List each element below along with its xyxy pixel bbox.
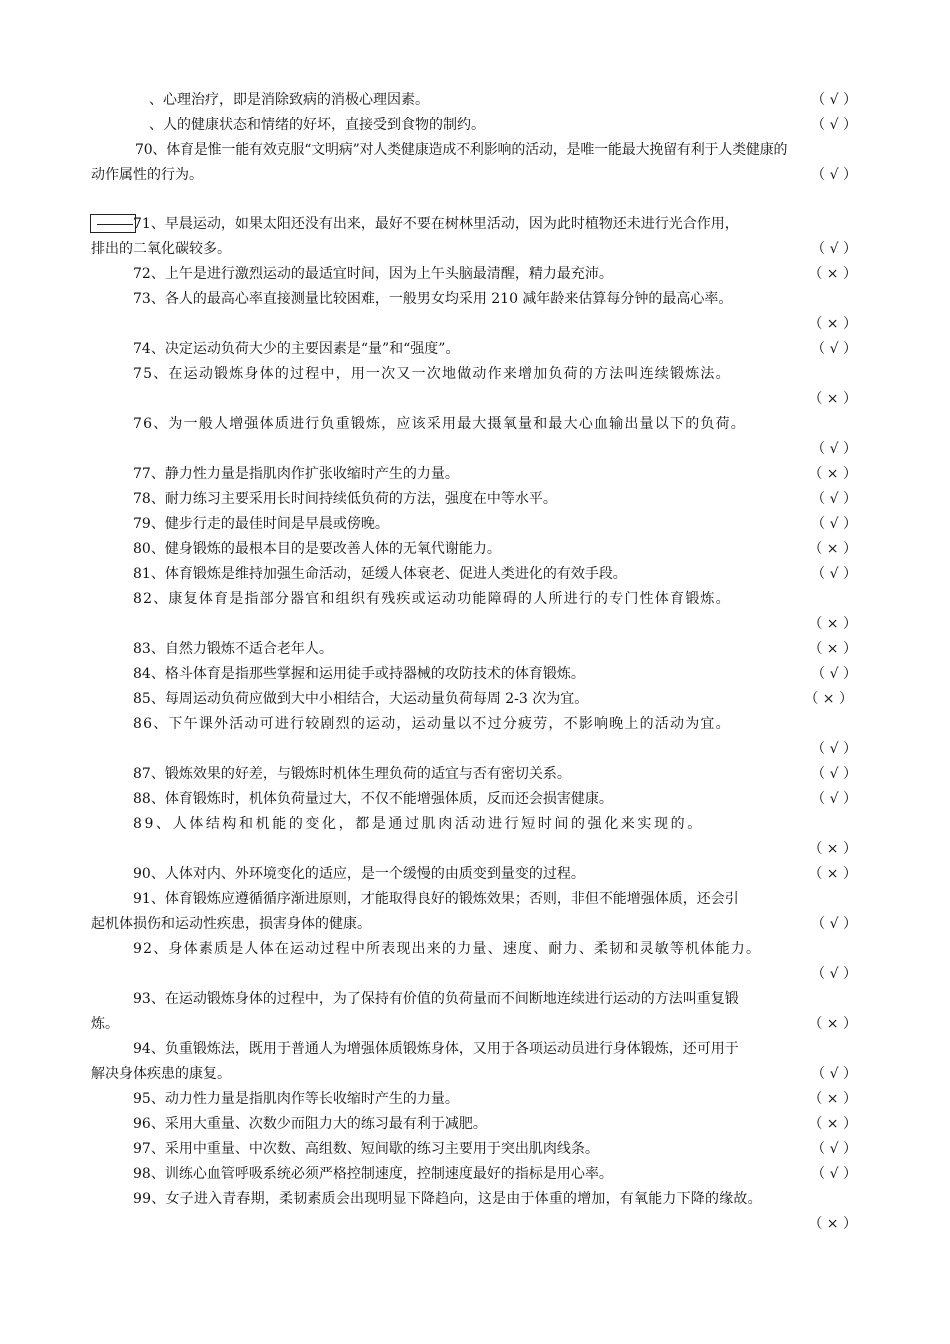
answer-mark: （ √ ） bbox=[811, 966, 857, 982]
question-item-71 bbox=[91, 212, 861, 262]
question-text-continued: 动作属性的行为。 bbox=[91, 167, 203, 183]
question-text: 77、静力性力量是指肌肉作扩张收缩时产生的力量。 bbox=[133, 466, 459, 482]
question-item-99 bbox=[91, 1187, 861, 1237]
question-text-continued: 炼。 bbox=[91, 1016, 119, 1032]
question-item-76 bbox=[91, 412, 861, 462]
question-text: 、人的健康状态和情绪的好坏，直接受到食物的制约。 bbox=[149, 117, 485, 133]
question-item-92 bbox=[91, 937, 861, 987]
question-item-88 bbox=[91, 787, 861, 812]
answer-mark: （ × ） bbox=[808, 316, 857, 332]
question-text: 82、康复体育是指部分器官和组织有残疾或运动功能障碍的人所进行的专门性体育锻炼。 bbox=[133, 591, 731, 607]
question-text: 97、采用中重量、中次数、高组数、短间歇的练习主要用于突出肌肉线条。 bbox=[133, 1141, 599, 1157]
question-text: 70、体育是惟一能有效克服“文明病”对人类健康造成不利影响的活动，是唯一能最大挽留有利于人类健康的 bbox=[135, 142, 788, 158]
question-item-70 bbox=[91, 138, 861, 188]
answer-mark: （ √ ） bbox=[811, 341, 857, 357]
question-item-96 bbox=[91, 1112, 861, 1137]
answer-mark: （ × ） bbox=[808, 1091, 857, 1107]
answer-mark: （ × ） bbox=[808, 466, 857, 482]
question-item-81 bbox=[91, 562, 861, 587]
question-item-85 bbox=[91, 687, 861, 712]
answer-mark: （ × ） bbox=[808, 391, 857, 407]
answer-mark: （ √ ） bbox=[811, 441, 857, 457]
answer-mark: （ √ ） bbox=[811, 741, 857, 757]
answer-mark: （ √ ） bbox=[811, 1166, 857, 1182]
answer-mark: （ √ ） bbox=[811, 666, 857, 682]
document-page bbox=[91, 88, 861, 1237]
question-text: 98、训练心血管呼吸系统必须严格控制速度，控制速度最好的指标是用心率。 bbox=[133, 1166, 613, 1182]
answer-mark: （ × ） bbox=[808, 616, 857, 632]
question-text: 93、在运动锻炼身体的过程中，为了保持有价值的负荷量而不间断地连续进行运动的方法叫重复锻 bbox=[133, 991, 739, 1007]
question-item-90 bbox=[91, 862, 861, 887]
answer-mark: （ √ ） bbox=[811, 167, 857, 183]
question-text: 72、上午是进行激烈运动的最适宜时间，因为上午头脑最清醒，精力最充沛。 bbox=[133, 266, 613, 282]
question-text: 88、体育锻炼时，机体负荷量过大，不仅不能增强体质，反而还会损害健康。 bbox=[133, 791, 613, 807]
question-item-87 bbox=[91, 762, 861, 787]
question-text: 86、下午课外活动可进行较剧烈的运动，运动量以不过分疲劳，不影响晚上的活动为宜。 bbox=[133, 716, 731, 732]
answer-mark: （ √ ） bbox=[811, 1066, 857, 1082]
question-item-89 bbox=[91, 812, 861, 862]
answer-mark: （ √ ） bbox=[811, 117, 857, 133]
question-item-94 bbox=[91, 1037, 861, 1087]
question-item-health-food bbox=[91, 113, 861, 138]
question-item-82 bbox=[91, 587, 861, 637]
question-text: 89、人体结构和机能的变化，都是通过肌肉活动进行短时间的强化来实现的。 bbox=[133, 816, 704, 832]
question-text: 78、耐力练习主要采用长时间持续低负荷的方法，强度在中等水平。 bbox=[133, 491, 557, 507]
question-text-continued: 解决身体疾患的康复。 bbox=[91, 1066, 231, 1082]
answer-mark: （ × ） bbox=[808, 541, 857, 557]
question-text: 、心理治疗，即是消除致病的消极心理因素。 bbox=[149, 92, 429, 108]
answer-mark: （ × ） bbox=[808, 841, 857, 857]
question-text: 90、人体对内、外环境变化的适应，是一个缓慢的由质变到量变的过程。 bbox=[133, 866, 585, 882]
question-text: 85、每周运动负荷应做到大中小相结合，大运动量负荷每周 2-3 次为宜。 bbox=[133, 691, 589, 707]
answer-mark: （ × ） bbox=[808, 1116, 857, 1132]
answer-mark: （ × ） bbox=[808, 1216, 857, 1232]
question-text: 92、身体素质是人体在运动过程中所表现出来的力量、速度、耐力、柔韧和灵敏等机体能力。 bbox=[133, 941, 762, 957]
answer-mark: （ √ ） bbox=[811, 241, 857, 257]
question-item-77 bbox=[91, 462, 861, 487]
answer-mark: （ √ ） bbox=[811, 916, 857, 932]
answer-mark: （ √ ） bbox=[811, 1141, 857, 1157]
answer-mark: （ × ） bbox=[808, 266, 857, 282]
question-text: 73、各人的最高心率直接测量比较困难，一般男女均采用 210 减年龄来估算每分钟的最高心率。 bbox=[133, 291, 733, 307]
question-text: 91、体育锻炼应遵循循序渐进原则，才能取得良好的锻炼效果；否则，非但不能增强体质，还会引 bbox=[133, 891, 739, 907]
question-item-72 bbox=[91, 262, 861, 287]
question-item-78 bbox=[91, 487, 861, 512]
question-text: 75、在运动锻炼身体的过程中，用一次又一次地做动作来增加负荷的方法叫连续锻炼法。 bbox=[133, 366, 731, 382]
answer-mark: （ × ） bbox=[808, 1016, 857, 1032]
answer-mark: （ √ ） bbox=[811, 791, 857, 807]
question-text: 95、动力性力量是指肌肉作等长收缩时产生的力量。 bbox=[133, 1091, 459, 1107]
question-text: 94、负重锻炼法，既用于普通人为增强体质锻炼身体，又用于各项运动员进行身体锻炼，还可用于 bbox=[133, 1041, 739, 1057]
answer-mark: （ √ ） bbox=[811, 766, 857, 782]
question-text: 99、女子进入青春期，柔韧素质会出现明显下降趋向，这是由于体重的增加，有氧能力下降的缘故。 bbox=[133, 1191, 762, 1207]
answer-mark: （ × ） bbox=[808, 641, 857, 657]
question-item-73 bbox=[91, 287, 861, 337]
question-item-74 bbox=[91, 337, 861, 362]
question-text: 80、健身锻炼的最根本目的是要改善人体的无氧代谢能力。 bbox=[133, 541, 501, 557]
question-item-91 bbox=[91, 887, 861, 937]
question-item-84 bbox=[91, 662, 861, 687]
question-item-86 bbox=[91, 712, 861, 762]
question-text: 74、决定运动负荷大少的主要因素是“量”和“强度”。 bbox=[133, 341, 460, 357]
question-text-continued: 排出的二氧化碳较多。 bbox=[91, 241, 231, 257]
answer-mark: （ × ） bbox=[804, 691, 853, 707]
margin-mark-box bbox=[90, 214, 136, 233]
answer-mark: （ √ ） bbox=[811, 566, 857, 582]
question-item-80 bbox=[91, 537, 861, 562]
question-item-93 bbox=[91, 987, 861, 1037]
answer-mark: （ √ ） bbox=[811, 516, 857, 532]
question-text: 83、自然力锻炼不适合老年人。 bbox=[133, 641, 333, 657]
question-item-psychotherapy bbox=[91, 88, 861, 113]
question-text: 81、体育锻炼是维持加强生命活动，延缓人体衰老、促进人类进化的有效手段。 bbox=[133, 566, 627, 582]
question-item-97 bbox=[91, 1137, 861, 1162]
answer-mark: （ √ ） bbox=[811, 491, 857, 507]
question-text: 96、采用大重量、次数少而阻力大的练习最有利于减肥。 bbox=[133, 1116, 487, 1132]
question-item-95 bbox=[91, 1087, 861, 1112]
question-item-75 bbox=[91, 362, 861, 412]
question-text: 79、健步行走的最佳时间是早晨或傍晚。 bbox=[133, 516, 389, 532]
question-text: 84、格斗体育是指那些掌握和运用徒手或持器械的攻防技术的体育锻炼。 bbox=[133, 666, 585, 682]
question-text: 87、锻炼效果的好差，与锻炼时机体生理负荷的适宜与否有密切关系。 bbox=[133, 766, 571, 782]
question-item-83 bbox=[91, 637, 861, 662]
question-item-98 bbox=[91, 1162, 861, 1187]
answer-mark: （ √ ） bbox=[811, 92, 857, 108]
question-text: 76、为一般人增强体质进行负重锻炼，应该采用最大摄氧量和最大心血输出量以下的负荷。 bbox=[133, 416, 747, 432]
answer-mark: （ × ） bbox=[808, 866, 857, 882]
question-text-continued: 起机体损伤和运动性疾患，损害身体的健康。 bbox=[91, 916, 371, 932]
question-item-79 bbox=[91, 512, 861, 537]
question-text: 71、早晨运动，如果太阳还没有出来，最好不要在树林里活动，因为此时植物还未进行光合作用， bbox=[133, 216, 739, 232]
